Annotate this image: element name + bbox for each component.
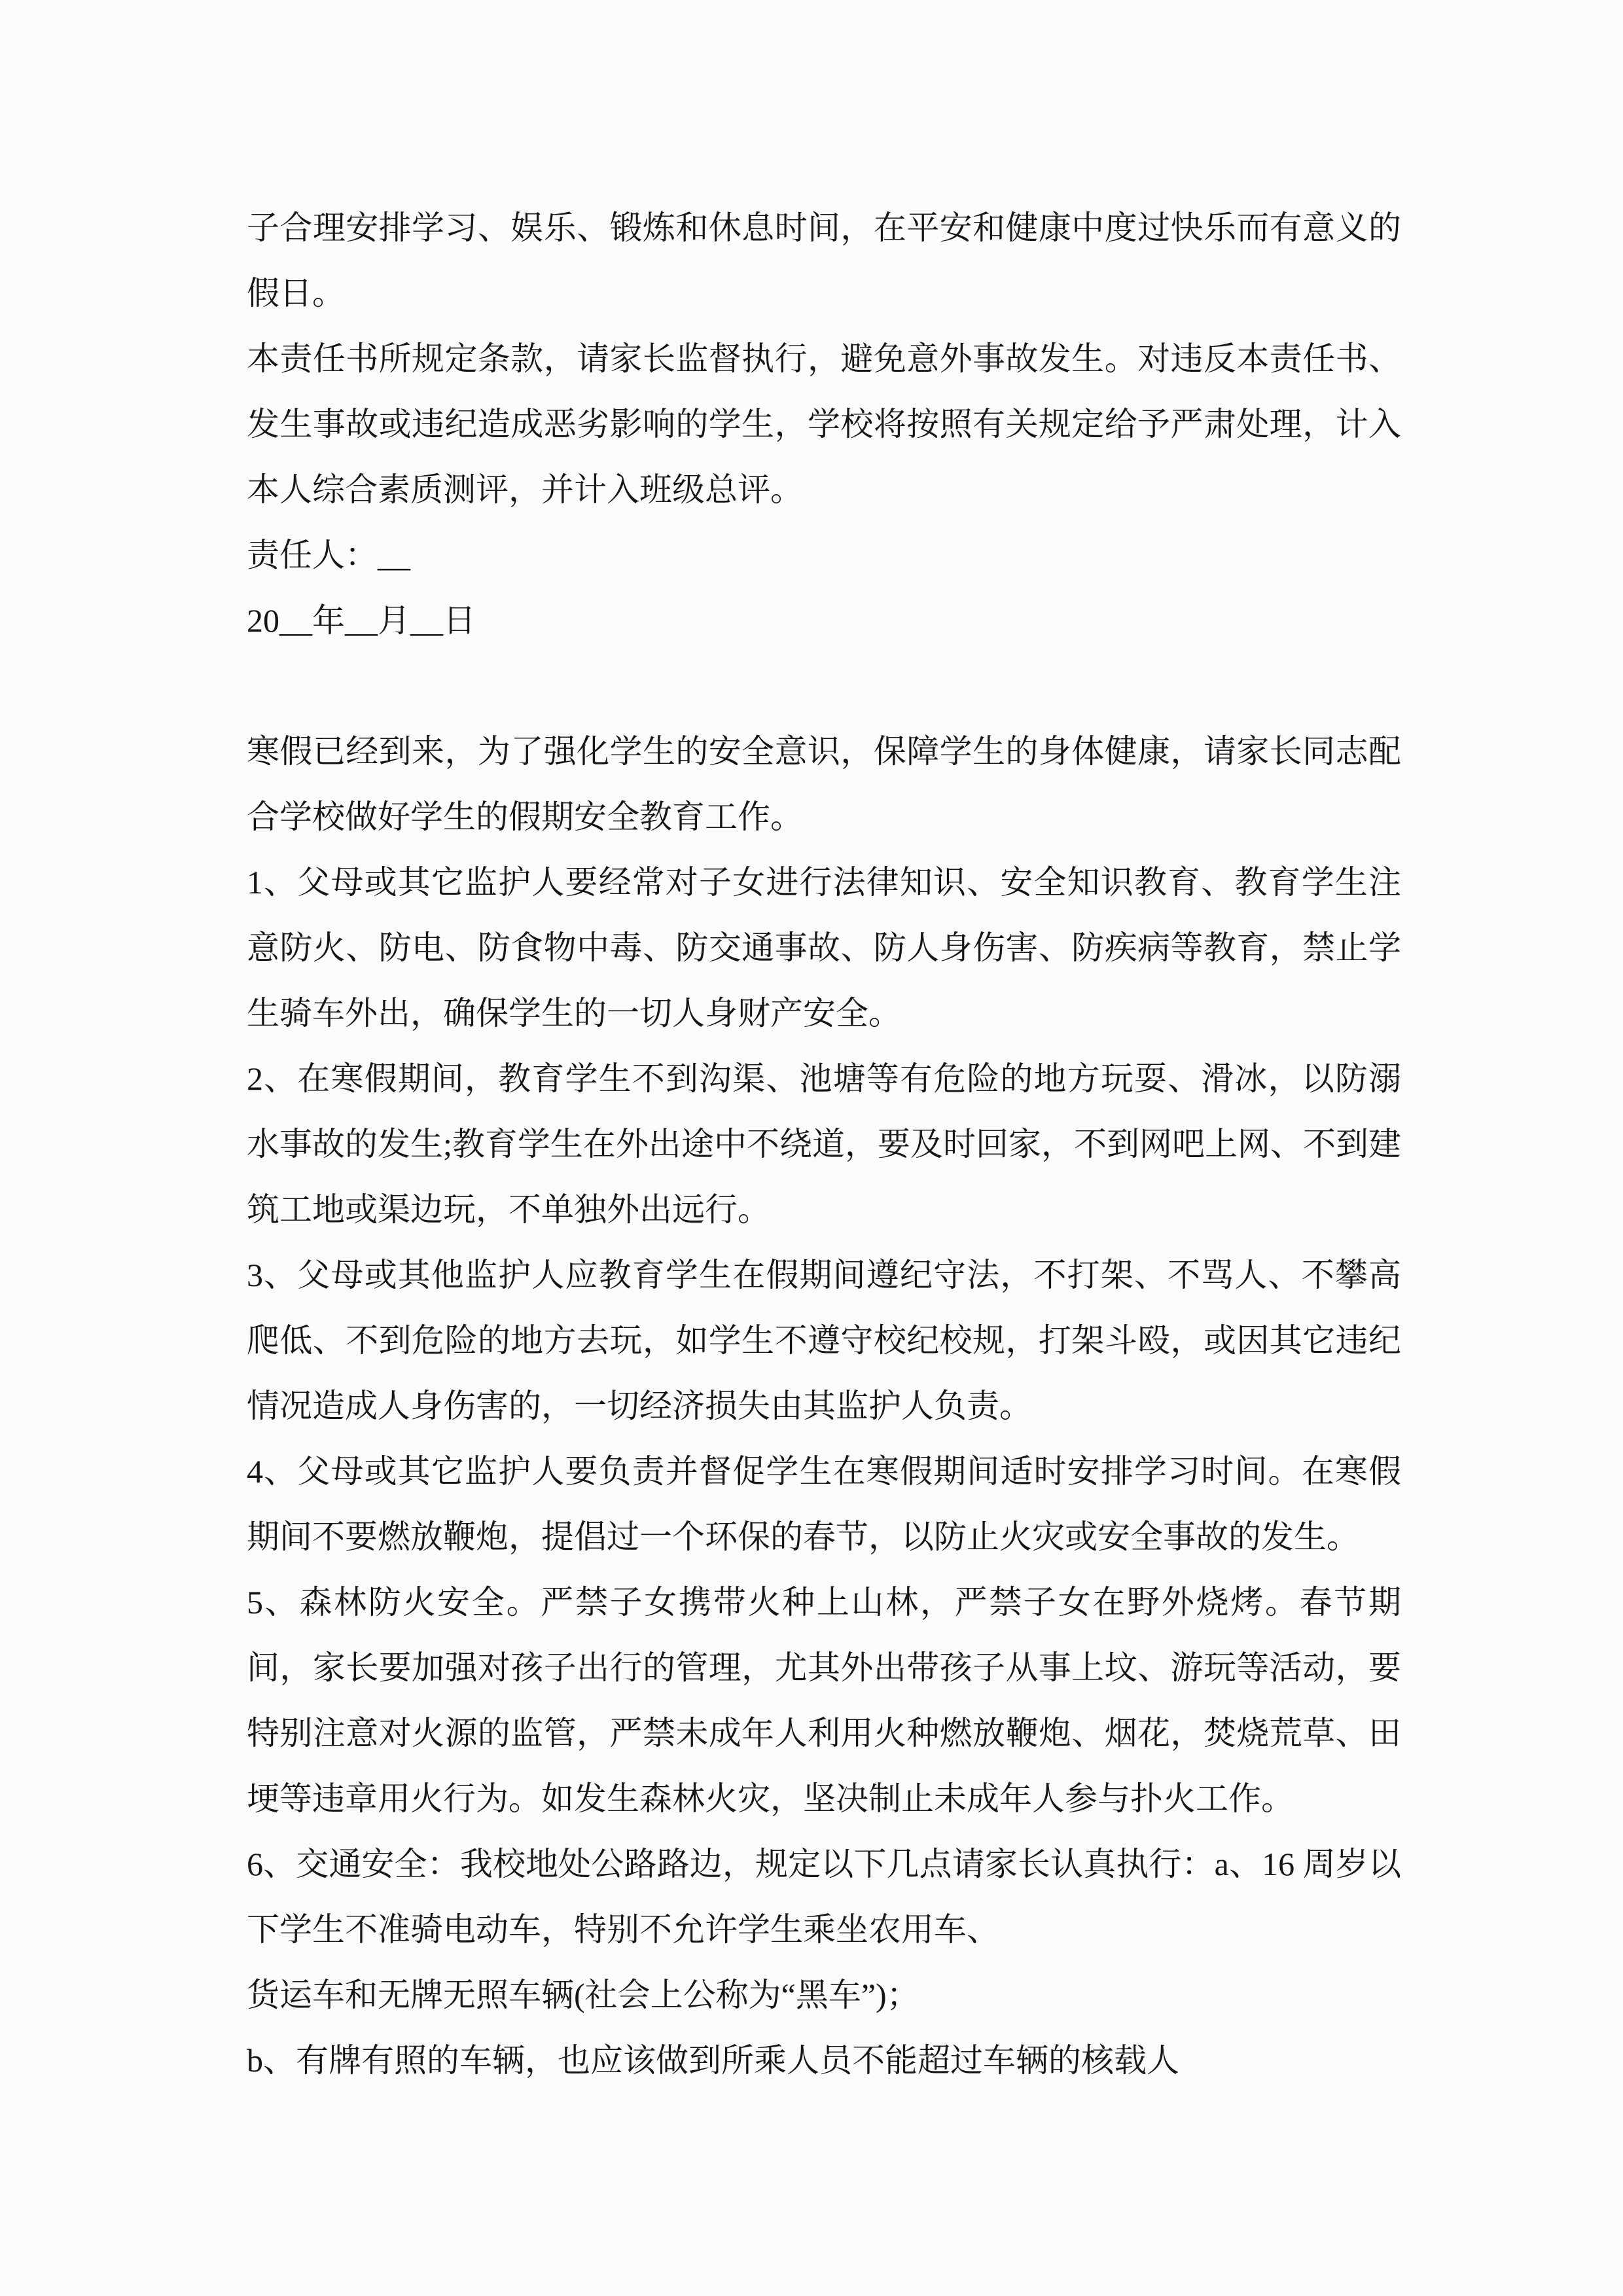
paragraph-rule-1: 1、父母或其它监护人要经常对子女进行法律知识、安全知识教育、教育学生注意防火、防电、防食物中毒、防交通事故、防人身伤害、防疾病等教育，禁止学生骑车外出，确保学生的一切人身财产安全。 [247,864,1401,1031]
paragraph-rule-6-continued: 货运车和无牌无照车辆(社会上公称为“黑车”)； [247,1977,919,2013]
paragraph-winter-intro: 寒假已经到来，为了强化学生的安全意识，保障学生的身体健康，请家长同志配合学校做好学生的假期安全教育工作。 [247,733,1401,835]
paragraph-rule-6: 6、交通安全：我校地处公路路边，规定以下几点请家长认真执行：a、16 周岁以下学生不准骑电动车，特别不允许学生乘坐农用车、 [247,1846,1401,1948]
paragraph-rule-2: 2、在寒假期间，教育学生不到沟渠、池塘等有危险的地方玩耍、滑冰，以防溺水事故的发生;教育学生在外出途中不绕道，要及时回家，不到网吧上网、不到建筑工地或渠边玩，不单独外出远行。 [247,1060,1401,1228]
date-line: 20__年__月__日 [247,602,476,639]
responsible-person-line: 责任人：__ [247,537,410,573]
paragraph-rule-5: 5、森林防火安全。严禁子女携带火种上山林，严禁子女在野外烧烤。春节期间，家长要加强对孩子出行的管理，尤其外出带孩子从事上坟、游玩等活动，要特别注意对火源的监管，严禁未成年人利用火种燃放鞭炮、烟花，焚烧荒草、田埂等违章用火行为。如发生森林火灾，坚决制止未成年人参与扑火工作。 [247,1584,1401,1817]
document-body [247,0,1401,2093]
paragraph-holiday-continuation: 子合理安排学习、娱乐、锻炼和休息时间，在平安和健康中度过快乐而有意义的假日。 [247,209,1401,312]
paragraph-rule-4: 4、父母或其它监护人要负责并督促学生在寒假期间适时安排学习时间。在寒假期间不要燃放鞭炮，提倡过一个环保的春节，以防止火灾或安全事故的发生。 [247,1453,1401,1555]
paragraph-rule-3: 3、父母或其他监护人应教育学生在假期间遵纪守法，不打架、不骂人、不攀高爬低、不到危险的地方去玩，如学生不遵守校纪校规，打架斗殴，或因其它违纪情况造成人身伤害的，一切经济损失由其监护人负责。 [247,1257,1401,1424]
paragraph-rule-6-item-b: b、有牌有照的车辆，也应该做到所乘人员不能超过车辆的核载人 [247,2042,1179,2079]
paragraph-responsibility-terms: 本责任书所规定条款，请家长监督执行，避免意外事故发生。对违反本责任书、发生事故或违纪造成恶劣影响的学生，学校将按照有关规定给予严肃处理，计入本人综合素质测评，并计入班级总评。 [247,340,1401,508]
